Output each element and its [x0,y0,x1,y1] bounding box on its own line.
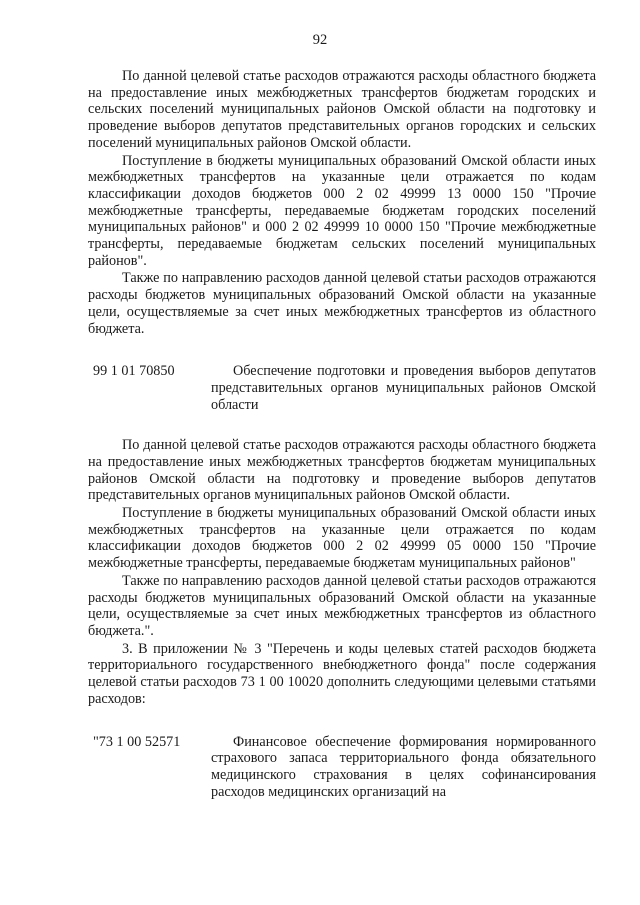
paragraph: По данной целевой статье расходов отражаются расходы областного бюджета на предоставление иных межбюджетных трансфертов бюджетам городских и сельских поселений муниципальных районов Омской области на подготовку и проведение выборов депутатов представительных органов городских и сельских поселений муниципальных районов Омской области. [88,68,596,151]
target-article-row [88,733,596,800]
paragraph: Поступление в бюджеты муниципальных образований Омской области иных межбюджетных трансфертов на указанные цели отражается по кодам классификации доходов бюджетов 000 2 02 49999 13 0000 150 "Прочие межбюджетные трансферты, передаваемые бюджетам городских поселений муниципальных районов" и 000 2 02 49999 10 0000 150 "Прочие межбюджетные трансферты, передаваемые бюджетам сельских поселений муниципальных районов". [88,152,596,269]
article-code: 99 1 01 70850 [93,363,175,380]
paragraph: Также по направлению расходов данной целевой статьи расходов отражаются расходы бюджетов муниципальных образований Омской области на указанные цели, осуществляемые за счет иных межбюджетных трансфертов из областного бюджета. [88,270,596,337]
article-name: Финансовое обеспечение формирования нормированного страхового запаса территориального фонда обязательного медицинского страхования в целях софинансирования расходов медицинских организаций на [211,733,596,800]
article-name: Обеспечение подготовки и проведения выборов депутатов представительных органов муниципальных районов Омской области [211,363,596,413]
paragraph: Также по направлению расходов данной целевой статьи расходов отражаются расходы бюджетов муниципальных образований Омской области на указанные цели, осуществляемые за счет иных межбюджетных трансфертов из областного бюджета.". [88,572,596,639]
paragraph: По данной целевой статье расходов отражаются расходы областного бюджета на предоставление иных межбюджетных трансфертов бюджетам муниципальных районов Омской области на подготовку и проведение выборов депутатов представительных органов муниципальных районов Омской области. [88,437,596,504]
page-number: 92 [312,32,328,48]
target-article-row [88,363,596,413]
paragraph: 3. В приложении № 3 "Перечень и коды целевых статей расходов бюджета территориального государственного внебюджетного фонда" после содержания целевой статьи расходов 73 1 00 10020 дополнить следующими целевыми статьями расходов: [88,640,596,707]
paragraph: Поступление в бюджеты муниципальных образований Омской области иных межбюджетных трансфертов на указанные цели отражается по кодам классификации доходов бюджетов 000 2 02 49999 05 0000 150 "Прочие межбюджетные трансферты, передаваемые бюджетам муниципальных районов" [88,505,596,572]
document-body [88,68,596,808]
article-code: "73 1 00 52571 [93,733,181,750]
